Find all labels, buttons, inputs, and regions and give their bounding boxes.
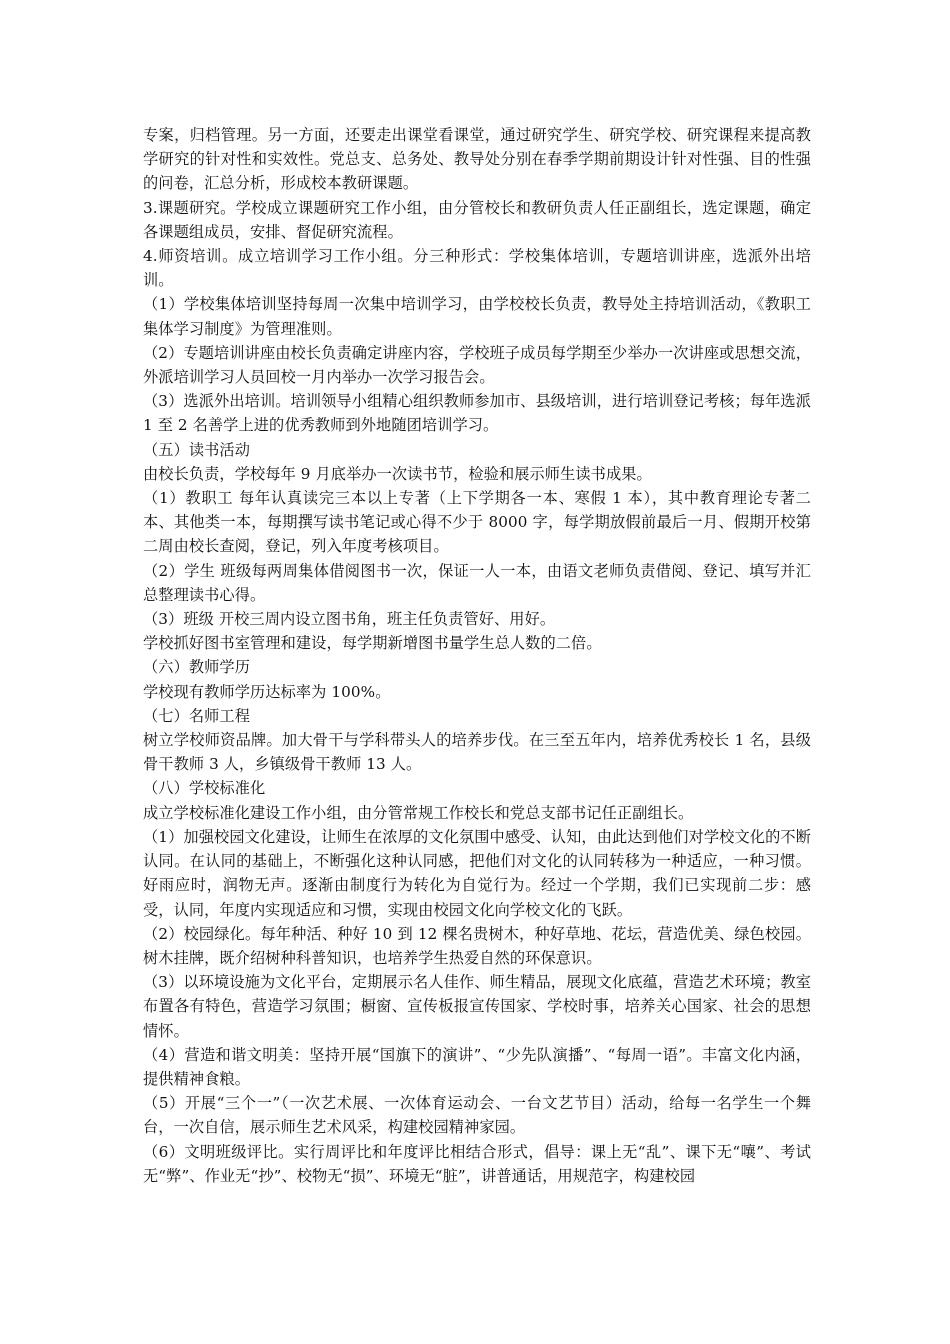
paragraph-6: （3）选派外出培训。培训领导小组精心组织教师参加市、县级培训，进行培训登记考核；每年选派 1 至 2 名善学上进的优秀教师到外地随团培训学习。: [143, 392, 811, 435]
paragraph-5: （2）专题培训讲座由校长负责确定讲座内容，学校班子成员每学期至少举办一次讲座或思想交流，外派培训学习人员回校一月内举办一次学习报告会。: [143, 343, 811, 387]
paragraph-8: 由校长负责，学校每年 9 月底举办一次读书节，检验和展示师生读书成果。: [143, 464, 652, 483]
paragraph-2: 3.课题研究。学校成立课题研究工作小组，由分管校长和教研负责人任正副组长，选定课题，确定各课题组成员，安排、督促研究流程。: [143, 198, 811, 241]
paragraph-11: （3）班级 开校三周内设立图书角，班主任负责管好、用好。: [143, 610, 556, 629]
paragraph-14: 学校现有教师学历达标率为 100%。: [143, 682, 391, 701]
section-heading-8: （八）学校标准化: [143, 779, 266, 798]
paragraph-1: 专案，归档管理。另一方面，还要走出课堂看课堂，通过研究学生、研究学校、研究课程来提高教学研究的针对性和实效性。党总支、总务处、教导处分别在春季学期前期设计针对性强、目的性强的问卷，汇总分析，形成校本教研课题。: [143, 126, 811, 193]
paragraph-20: （2）校园绿化。每年种活、种好 10 到 12 棵名贵树木，种好草地、花坛，营造优美、绿色校园。树木挂牌，既介绍树种科普知识，也培养学生热爱自然的环保意识。: [143, 924, 811, 967]
paragraph-21: （3）以环境设施为文化平台，定期展示名人佳作、师生精品，展现文化底蕴，营造艺术环境；教室布置各有特色，营造学习氛围；橱窗、宣传板报宣传国家、学校时事，培养关心国家、社会的思想情怀。: [143, 973, 811, 1040]
paragraph-19: （1）加强校园文化建设，让师生在浓厚的文化氛围中感受、认知，由此达到他们对学校文化的不断认同。在认同的基础上，不断强化这种认同感，把他们对文化的认同转移为一种适应，一种习惯。好雨应时，润物无声。逐渐由制度行为转化为自觉行为。经过一个学期，我们已实现前二步：感受，认同，年度内实现适应和习惯，实现由校园文化向学校文化的飞跃。: [143, 827, 811, 919]
paragraph-24: （6）文明班级评比。实行周评比和年度评比相结合形式，倡导：课上无“乱”、课下无“嚷”、考试无“弊”、作业无“抄”、校物无“损”、环境无“脏”，讲普通话，用规范字，构建校园: [143, 1142, 811, 1185]
document-body: [143, 123, 811, 1188]
section-heading-6: （六）教师学历: [143, 658, 251, 677]
paragraph-18: 成立学校标准化建设工作小组，由分管常规工作校长和党总支部书记任正副组长。: [143, 803, 694, 822]
section-heading-5: （五）读书活动: [143, 440, 251, 459]
paragraph-4: （1）学校集体培训坚持每周一次集中培训学习，由学校校长负责，教导处主持培训活动，《教职工集体学习制度》为管理准则。: [143, 295, 811, 338]
paragraph-16: 树立学校师资品牌。加大骨干与学科带头人的培养步伐。在三至五年内，培养优秀校长 1 名，县级骨干教师 3 人，乡镇级骨干教师 13 人。: [143, 731, 811, 774]
paragraph-22: （4）营造和谐文明美：坚持开展“国旗下的演讲”、“少先队演播”、“每周一语”。丰富文化内涵，提供精神食粮。: [143, 1045, 811, 1088]
paragraph-10: （2）学生 班级每两周集体借阅图书一次，保证一人一本，由语文老师负责借阅、登记、填写并汇总整理读书心得。: [143, 561, 811, 604]
paragraph-12: 学校抓好图书室管理和建设，每学期新增图书量学生总人数的二倍。: [143, 634, 602, 653]
paragraph-9: （1）教职工 每年认真读完三本以上专著（上下学期各一本、寒假 1 本），其中教育理论专著二本、其他类一本，每期撰写读书笔记或心得不少于 8000 字，每学期放假前最后一月、假期开校第二周由校长查阅，登记，列入年度考核项目。: [143, 489, 811, 556]
paragraph-3: 4.师资培训。成立培训学习工作小组。分三种形式：学校集体培训，专题培训讲座，选派外出培训。: [143, 247, 811, 290]
paragraph-23: （5）开展“三个一”（一次艺术展、一次体育运动会、一台文艺节目）活动，给每一名学生一个舞台，一次自信，展示师生艺术风采，构建校园精神家园。: [143, 1094, 811, 1137]
section-heading-7: （七）名师工程: [143, 706, 251, 725]
